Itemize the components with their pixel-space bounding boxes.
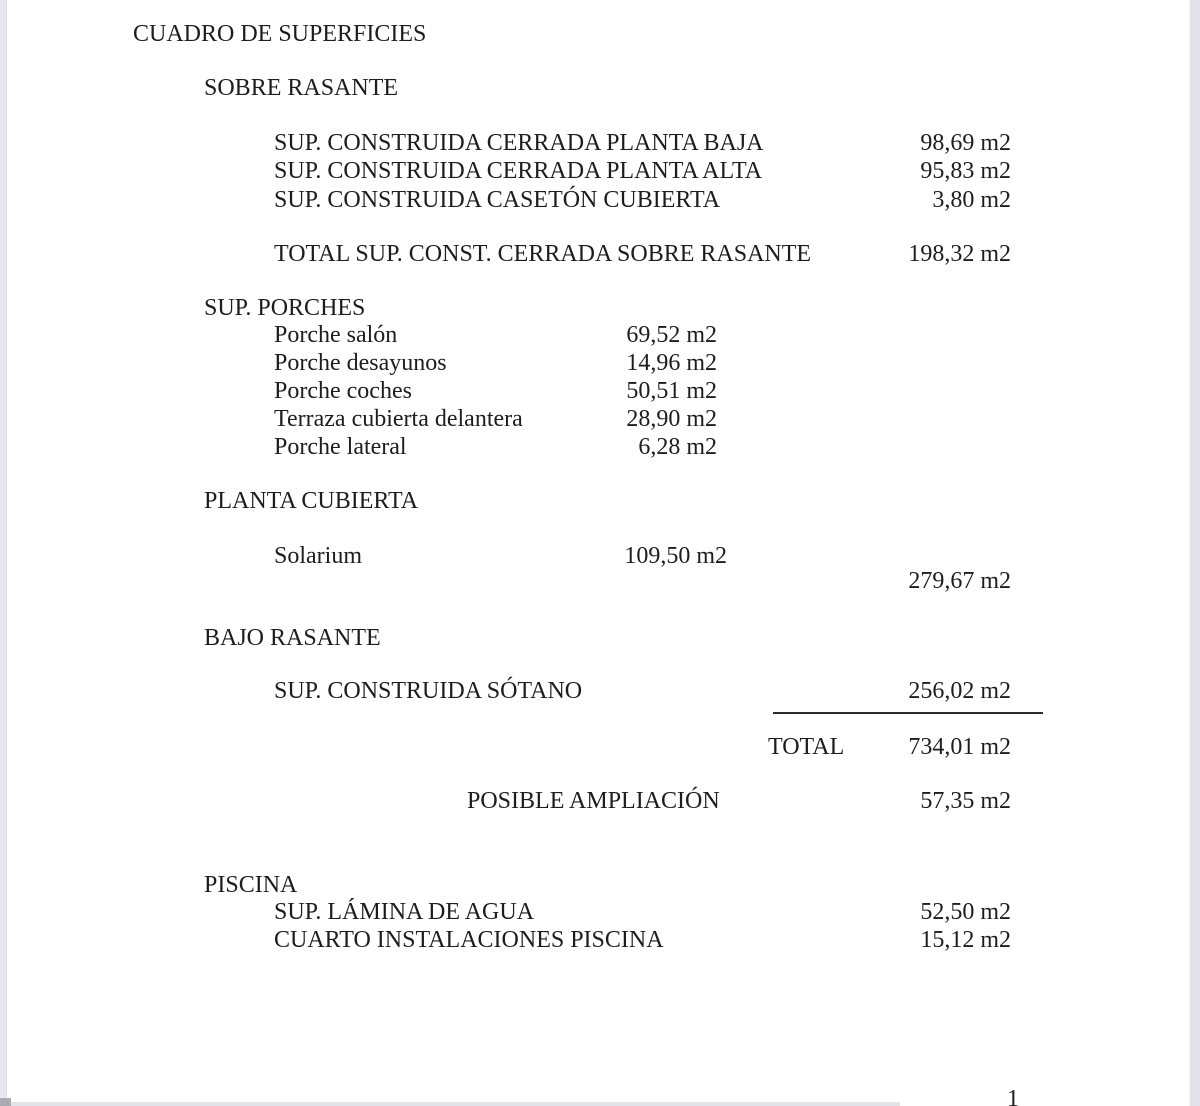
surface-label: Porche coches xyxy=(274,378,412,404)
document-title: CUADRO DE SUPERFICIES xyxy=(133,21,427,47)
surface-label: SUP. LÁMINA DE AGUA xyxy=(274,899,535,925)
section-heading-row xyxy=(0,624,1200,653)
surface-label: Terraza cubierta delantera xyxy=(274,406,523,432)
section-heading-bajo-rasante: BAJO RASANTE xyxy=(204,625,381,651)
table-row xyxy=(0,433,1200,462)
surface-value: 3,80 m2 xyxy=(932,187,1011,213)
surface-value: 6,28 m2 xyxy=(638,434,717,460)
surface-label: Porche lateral xyxy=(274,434,407,460)
surface-value: 14,96 m2 xyxy=(626,350,717,376)
surface-value: 256,02 m2 xyxy=(908,678,1011,704)
surface-value: 52,50 m2 xyxy=(920,899,1011,925)
section-heading-row xyxy=(0,871,1200,900)
page-edge-right xyxy=(1189,0,1200,1106)
table-row xyxy=(0,898,1200,927)
table-row xyxy=(0,129,1200,158)
surface-value: 69,52 m2 xyxy=(626,322,717,348)
page-edge-left xyxy=(0,0,7,1106)
page-number: 1 xyxy=(1007,1086,1019,1106)
subtotal-row xyxy=(0,567,1200,596)
surface-label: SUP. CONSTRUIDA SÓTANO xyxy=(274,678,583,704)
ampliacion-value: 57,35 m2 xyxy=(920,788,1011,814)
table-row xyxy=(0,186,1200,215)
grand-total-value: 734,01 m2 xyxy=(908,734,1011,760)
surface-label: SUP. CONSTRUIDA CASETÓN CUBIERTA xyxy=(274,187,721,213)
total-sobre-rasante-row xyxy=(0,240,1200,269)
section-heading-porches: SUP. PORCHES xyxy=(204,295,366,321)
surface-label: Porche salón xyxy=(274,322,398,348)
page-edge-bottom xyxy=(0,1102,900,1106)
title-row xyxy=(0,20,1200,49)
table-row xyxy=(0,157,1200,186)
surface-value: 15,12 m2 xyxy=(920,927,1011,953)
surface-value: 109,50 m2 xyxy=(624,543,727,569)
surface-value: 28,90 m2 xyxy=(626,406,717,432)
surface-value: 95,83 m2 xyxy=(920,158,1011,184)
grand-total-label: TOTAL xyxy=(768,734,845,760)
ampliacion-label: POSIBLE AMPLIACIÓN xyxy=(467,788,720,814)
table-row xyxy=(0,677,1200,706)
table-row xyxy=(0,377,1200,406)
surface-value: 50,51 m2 xyxy=(626,378,717,404)
section-heading-sobre-rasante: SOBRE RASANTE xyxy=(204,75,399,101)
total-rule xyxy=(773,712,1043,714)
section-heading-row xyxy=(0,294,1200,323)
section-heading-row xyxy=(0,487,1200,516)
table-row xyxy=(0,349,1200,378)
total-sobre-rasante-label: TOTAL SUP. CONST. CERRADA SOBRE RASANTE xyxy=(274,241,812,267)
surface-label: SUP. CONSTRUIDA CERRADA PLANTA BAJA xyxy=(274,130,764,156)
grand-total-row xyxy=(0,733,1200,762)
table-row xyxy=(0,321,1200,350)
surface-value: 98,69 m2 xyxy=(920,130,1011,156)
section-heading-row xyxy=(0,74,1200,103)
table-row xyxy=(0,926,1200,955)
total-sobre-rasante-value: 198,32 m2 xyxy=(908,241,1011,267)
section-heading-piscina: PISCINA xyxy=(204,872,298,898)
subtotal-value: 279,67 m2 xyxy=(908,568,1011,594)
surface-label: Solarium xyxy=(274,543,362,569)
table-row xyxy=(0,405,1200,434)
ampliacion-row xyxy=(0,787,1200,816)
page-edge-corner xyxy=(0,1098,11,1106)
surface-label: CUARTO INSTALACIONES PISCINA xyxy=(274,927,664,953)
section-heading-planta-cubierta: PLANTA CUBIERTA xyxy=(204,488,419,514)
surface-label: SUP. CONSTRUIDA CERRADA PLANTA ALTA xyxy=(274,158,763,184)
surface-label: Porche desayunos xyxy=(274,350,447,376)
